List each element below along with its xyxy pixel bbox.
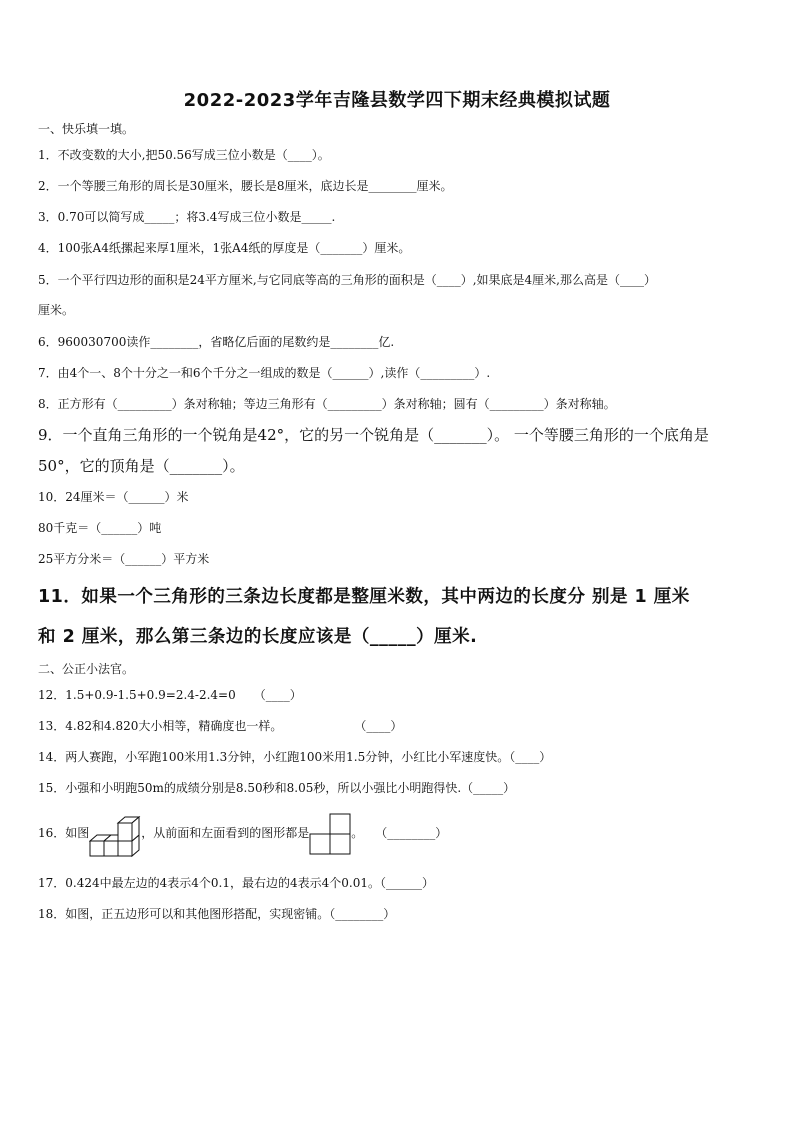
question-7: 7．由4个一、8个十分之一和6个千分之一组成的数是（______）,读作（_________）. <box>38 366 491 380</box>
question-5-line-2: 厘米。 <box>38 303 75 317</box>
question-18: 18．如图，正五边形可以和其他图形搭配，实现密铺。（________） <box>38 907 396 921</box>
question-10-c: 25平方分米＝（______）平方米 <box>38 552 210 566</box>
question-15: 15．小强和小明跑50m的成绩分别是8.50秒和8.05秒，所以小强比小明跑得快.（_____） <box>38 781 516 795</box>
section-heading-fill-blanks: 一、快乐填一填。 <box>38 122 135 136</box>
page-title: 2022-2023学年吉隆县数学四下期末经典模拟试题 <box>183 90 611 111</box>
question-12: 12．1.5+0.9-1.5+0.9=2.4-2.4=0 （____） <box>38 688 302 702</box>
question-2: 2．一个等腰三角形的周长是30厘米，腰长是8厘米，底边长是________厘米。 <box>38 179 453 193</box>
question-14: 14．两人赛跑，小军跑100米用1.3分钟，小红跑100米用1.5分钟，小红比小军速度快。（____） <box>38 750 552 764</box>
section-heading-true-false: 二、公正小法官。 <box>38 662 135 676</box>
question-16-mid: ，从前面和左面看到的图形都是 <box>141 826 310 840</box>
question-16 <box>38 808 447 859</box>
question-16-lead: 16．如图 <box>38 826 90 840</box>
question-9-line-2: 50°，它的顶角是（_______）。 <box>38 457 245 475</box>
question-11-line-1: 11．如果一个三角形的三条边长度都是整厘米数，其中两边的长度分 别是 1 厘米 <box>38 587 690 607</box>
question-11-line-2: 和 2 厘米，那么第三条边的长度应该是（_____）厘米. <box>38 627 478 647</box>
question-13: 13．4.82和4.820大小相等，精确度也一样。 （____） <box>38 719 403 733</box>
question-10-a: 10．24厘米＝（______）米 <box>38 490 189 504</box>
question-10-b: 80千克＝（______）吨 <box>38 521 162 535</box>
question-9-line-1: 9．一个直角三角形的一个锐角是42°，它的另一个锐角是（_______）。 一个等腰三角形的一个底角是 <box>38 426 709 444</box>
question-17: 17．0.424中最左边的4表示4个0.1，最右边的4表示4个0.01。（______） <box>38 876 434 890</box>
question-1: 1．不改变数的大小,把50.56写成三位小数是（____）。 <box>38 148 330 162</box>
question-6: 6．960030700读作________，省略亿后面的尾数约是________亿. <box>38 335 395 349</box>
question-5-line-1: 5．一个平行四边形的面积是24平方厘米,与它同底等高的三角形的面积是（____）,如果底是4厘米,那么高是（____） <box>38 273 656 287</box>
question-16-end: 。 （________） <box>351 826 448 840</box>
question-8: 8．正方形有（_________）条对称轴；等边三角形有（_________）条对称轴；圆有（_________）条对称轴。 <box>38 397 616 411</box>
question-4: 4．100张A4纸摞起来厚1厘米，1张A4纸的厚度是（_______）厘米。 <box>38 241 411 255</box>
question-3: 3．0.70可以简写成_____；将3.4写成三位小数是_____. <box>38 210 336 224</box>
view-shape-figure <box>309 813 351 855</box>
cube-stack-figure <box>89 809 141 859</box>
